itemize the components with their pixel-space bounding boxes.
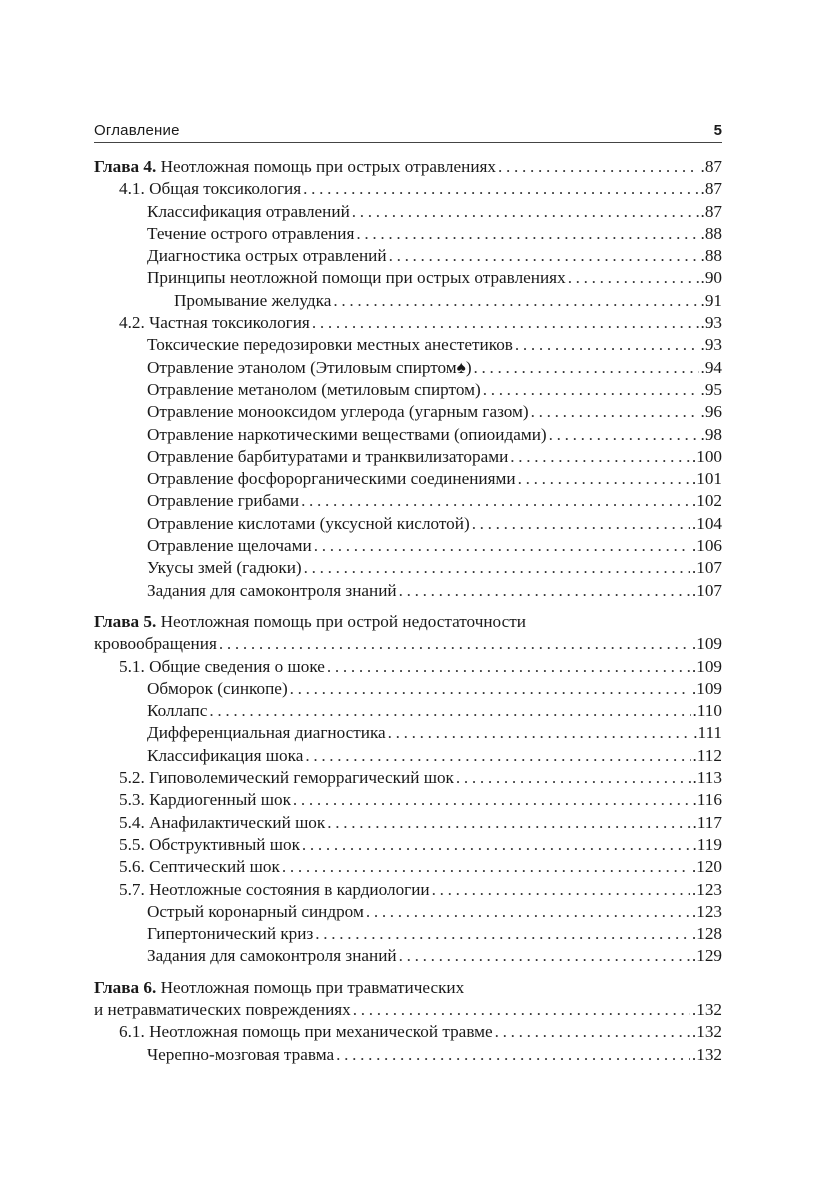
toc-entry-label: 6.1. Неотложная помощь при механической травме: [119, 1022, 493, 1042]
toc-entry-label: Классификация шока: [147, 745, 304, 765]
dot-leader: [399, 945, 690, 967]
toc-entry-chapter-5[interactable]: [94, 633, 722, 655]
toc-entry-label: Укусы змей (гадюки): [147, 558, 302, 578]
toc-page-number: .90: [700, 268, 722, 288]
toc-entry-4-1-c[interactable]: [94, 245, 722, 267]
toc-page-number: .110: [692, 701, 722, 721]
dot-leader: [219, 633, 690, 655]
toc-entry-label: [94, 156, 496, 178]
dot-leader: [366, 901, 690, 923]
chapter-title: Неотложная помощь при острой недостаточности: [160, 611, 526, 631]
chapter-title: Неотложная помощь при травматических: [160, 977, 465, 997]
toc-entry-6-1-a[interactable]: [94, 1044, 722, 1066]
toc-entry-label: Отравление монооксидом углерода (угарным газом): [147, 402, 529, 422]
toc-entry-4-2-e[interactable]: [94, 424, 722, 446]
toc-page-number: .88: [700, 223, 722, 243]
toc-page-number: .91: [700, 290, 722, 310]
toc-entry-chapter-6[interactable]: [94, 999, 722, 1021]
dot-leader: [549, 424, 699, 446]
dot-leader: [314, 535, 690, 557]
dot-leader: [312, 312, 699, 334]
dot-leader: [303, 178, 698, 200]
chapter-title-continued: кровообращения: [94, 634, 217, 654]
toc-entry-5-7[interactable]: [94, 879, 722, 901]
dot-leader: [293, 789, 691, 811]
toc-entry-chapter-4[interactable]: [94, 156, 722, 178]
dot-leader: [282, 856, 690, 878]
toc-entry-5-1-b[interactable]: [94, 700, 722, 722]
toc-entry-label: 5.5. Обструктивный шок: [119, 834, 300, 854]
toc-entry-label: Отравление метанолом (метиловым спиртом): [147, 379, 481, 399]
toc-entry-label: 4.2. Частная токсикология: [119, 313, 310, 333]
toc-page-number: .88: [700, 246, 722, 266]
toc-entry-4-2[interactable]: [94, 312, 722, 334]
dot-leader: [518, 468, 690, 490]
toc-page-number: .87: [700, 201, 722, 221]
dot-leader: [498, 156, 698, 178]
dot-leader: [305, 745, 690, 767]
toc-entry-chapter-5-title[interactable]: [94, 611, 722, 633]
toc-entry-5-6[interactable]: [94, 856, 722, 878]
dot-leader: [495, 1021, 690, 1043]
dot-leader: [432, 879, 690, 901]
dot-leader: [356, 223, 698, 245]
toc-entry-label: Черепно-мозговая травма: [147, 1044, 335, 1064]
toc-entry-label: Гипертонический криз: [147, 924, 314, 944]
chapter-spacer: [94, 602, 722, 611]
toc-entry-label: Классификация отравлений: [147, 201, 350, 221]
toc-entry-4-2-j[interactable]: [94, 535, 722, 557]
dot-leader: [510, 446, 690, 468]
toc-page-number: .117: [692, 812, 722, 832]
dot-leader: [472, 513, 690, 535]
dot-leader: [483, 379, 699, 401]
toc-page-number: .104: [691, 513, 722, 533]
toc-page-number: .87: [700, 157, 722, 176]
toc-entry-label: 4.1. Общая токсикология: [119, 179, 302, 199]
toc-entry-5-7-b[interactable]: [94, 923, 722, 945]
toc-entry-label: Задания для самоконтроля знаний: [147, 580, 397, 600]
toc-entry-label: Течение острого отравления: [147, 223, 355, 243]
toc-entry-label: Диагностика острых отравлений: [147, 246, 387, 266]
dot-leader: [456, 767, 691, 789]
dot-leader: [290, 678, 690, 700]
dot-leader: [336, 1044, 690, 1066]
toc-entry-label: Острый коронарный синдром: [147, 901, 364, 921]
toc-page-number: .109: [691, 656, 722, 676]
toc-page-number: .94: [700, 357, 722, 377]
toc-entry-label: Отравление барбитуратами и транквилизаторами: [147, 446, 509, 466]
toc-page-number: .98: [700, 424, 722, 444]
dot-leader: [474, 357, 699, 379]
toc-page-number: .93: [700, 313, 722, 333]
toc-entry-label: Принципы неотложной помощи при острых отравлениях: [147, 268, 566, 288]
toc-entry-5-7-c[interactable]: [94, 945, 722, 967]
chapter-spacer: [94, 968, 722, 977]
toc-page-number: .100: [691, 446, 722, 466]
toc-entry-label: Отравление наркотическими веществами (опиоидами): [147, 424, 547, 444]
dot-leader: [531, 401, 699, 423]
toc-entry-5-7-a[interactable]: [94, 901, 722, 923]
chapter-prefix: Глава 6.: [94, 977, 157, 997]
toc-page-number: .107: [691, 558, 722, 578]
dot-leader: [327, 656, 690, 678]
toc-page-number: .107: [691, 580, 722, 600]
toc-page-number: .116: [692, 790, 722, 810]
toc-page-number: .87: [700, 179, 722, 199]
toc-entry-4-2-i[interactable]: [94, 513, 722, 535]
toc-page-number: .101: [691, 469, 722, 489]
toc-entry-4-2-b[interactable]: [94, 357, 722, 379]
toc-entry-4-1-b[interactable]: [94, 223, 722, 245]
toc-entry-label: Отравление кислотами (уксусной кислотой): [147, 513, 470, 533]
toc-entry-label: Отравление этанолом (Этиловым спиртом♠): [147, 357, 472, 377]
dot-leader: [515, 334, 699, 356]
dot-leader: [327, 812, 690, 834]
toc-entry-label: Отравление щелочами: [147, 536, 312, 556]
dot-leader: [315, 923, 690, 945]
toc-entry-5-4[interactable]: [94, 812, 722, 834]
running-header: [94, 118, 722, 143]
toc-entry-5-3[interactable]: [94, 789, 722, 811]
toc-page-number: .111: [693, 723, 722, 743]
dot-leader: [568, 267, 699, 289]
toc-entry-4-2-d[interactable]: [94, 401, 722, 423]
toc-page-number: .106: [691, 536, 722, 556]
dot-leader: [301, 490, 690, 512]
toc-entry-4-2-h[interactable]: [94, 490, 722, 512]
table-of-contents: [94, 156, 722, 1066]
toc-entry-label: Отравление фосфорорганическими соединениями: [147, 469, 516, 489]
dot-leader: [302, 834, 691, 856]
toc-page-number: .129: [691, 946, 722, 966]
toc-page-number: .120: [691, 857, 722, 877]
toc-entry-label: 5.1. Общие сведения о шоке: [119, 656, 325, 676]
toc-page-number: .128: [691, 924, 722, 944]
toc-entry-label: Токсические передозировки местных анестетиков: [147, 335, 513, 355]
toc-page-number: .93: [700, 335, 722, 355]
toc-page-number: .95: [700, 379, 722, 399]
toc-page-number: .102: [691, 491, 722, 511]
toc-entry-5-1-a[interactable]: [94, 678, 722, 700]
toc-page-number: .112: [692, 745, 722, 765]
toc-entry-4-1-a[interactable]: [94, 201, 722, 223]
toc-entry-5-1-c[interactable]: [94, 722, 722, 744]
toc-entry-5-2[interactable]: [94, 767, 722, 789]
toc-entry-4-2-g[interactable]: [94, 468, 722, 490]
toc-page-number: .132: [691, 1022, 722, 1042]
toc-page-number: .132: [691, 1044, 722, 1064]
dot-leader: [388, 722, 692, 744]
toc-page-number: .123: [691, 901, 722, 921]
chapter-title: Неотложная помощь при острых отравлениях: [160, 157, 497, 176]
toc-entry-4-1-d[interactable]: [94, 267, 722, 289]
chapter-prefix: Глава 5.: [94, 611, 157, 631]
dot-leader: [353, 999, 690, 1021]
toc-entry-5-1-d[interactable]: [94, 745, 722, 767]
dot-leader: [333, 290, 698, 312]
toc-entry-label: 5.6. Септический шок: [119, 857, 280, 877]
toc-page-number: .123: [691, 879, 722, 899]
toc-entry-5-1[interactable]: [94, 656, 722, 678]
dot-leader: [389, 245, 699, 267]
toc-page-number: .113: [692, 768, 722, 788]
header-title: Оглавление: [94, 122, 180, 139]
chapter-title-continued: и нетравматических повреждениях: [94, 999, 351, 1019]
toc-entry-4-2-a[interactable]: [94, 334, 722, 356]
dot-leader: [352, 201, 699, 223]
header-page-number: 5: [713, 122, 722, 139]
toc-entry-label: Задания для самоконтроля знаний: [147, 946, 397, 966]
toc-page-number: .109: [691, 678, 722, 698]
toc-page-number: .132: [691, 999, 722, 1019]
toc-entry-label: Обморок (синкопе): [147, 678, 288, 698]
dot-leader: [304, 557, 690, 579]
chapter-prefix: Глава 4.: [94, 157, 157, 176]
toc-entry-6-1[interactable]: [94, 1021, 722, 1043]
toc-page-number: .109: [691, 634, 722, 654]
toc-entry-label: Дифференциальная диагностика: [147, 723, 386, 743]
toc-entry-label: 5.4. Анафилактический шок: [119, 812, 326, 832]
toc-entry-label: 5.7. Неотложные состояния в кардиологии: [119, 879, 430, 899]
toc-entry-4-2-l[interactable]: [94, 580, 722, 602]
toc-entry-4-2-k[interactable]: [94, 557, 722, 579]
toc-entry-4-1[interactable]: [94, 178, 722, 200]
toc-page-number: .119: [692, 834, 722, 854]
toc-entry-label: Промывание желудка: [174, 290, 332, 310]
toc-entry-5-5[interactable]: [94, 834, 722, 856]
dot-leader: [209, 700, 690, 722]
toc-entry-4-1-e[interactable]: [94, 290, 722, 312]
toc-entry-label: Коллапс: [147, 701, 208, 721]
toc-page-number: .96: [700, 402, 722, 422]
toc-entry-4-2-c[interactable]: [94, 379, 722, 401]
toc-entry-4-2-f[interactable]: [94, 446, 722, 468]
toc-entry-label: Отравление грибами: [147, 491, 300, 511]
toc-entry-label: 5.3. Кардиогенный шок: [119, 790, 291, 810]
toc-entry-chapter-6-title[interactable]: [94, 977, 722, 999]
dot-leader: [399, 580, 690, 602]
toc-entry-label: 5.2. Гиповолемический геморрагический шок: [119, 768, 454, 788]
